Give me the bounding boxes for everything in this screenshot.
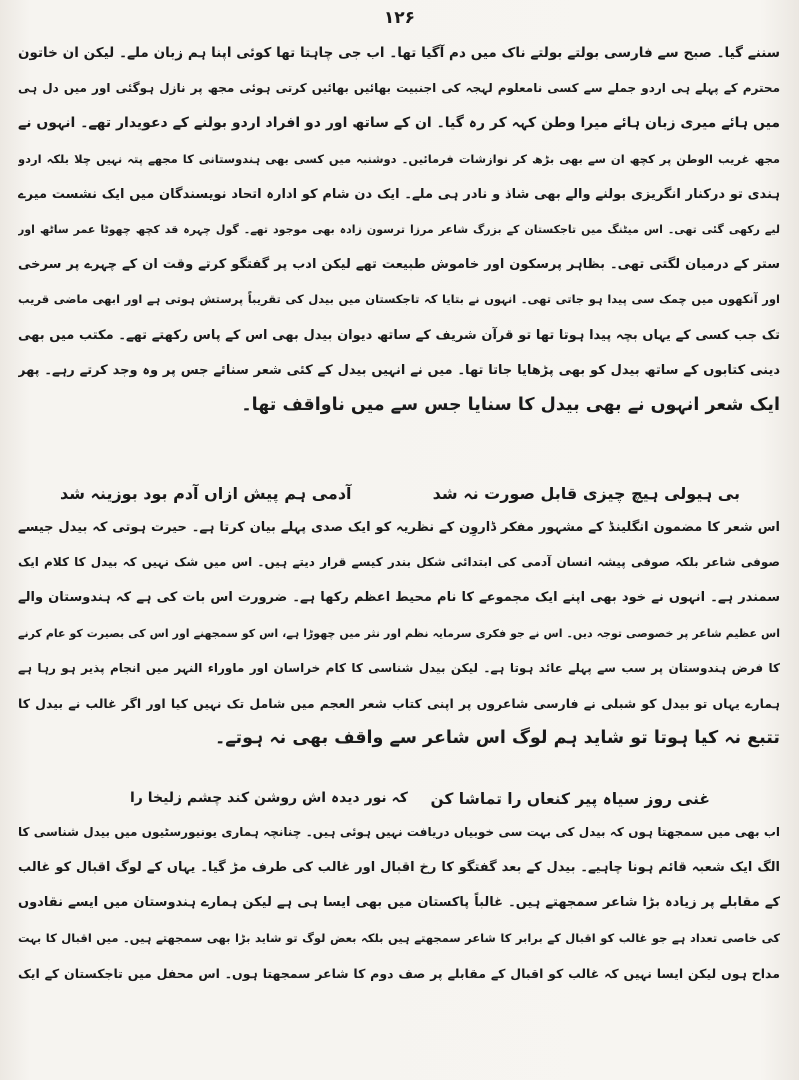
- couplet-second-hemistich: کہ نور دیدہ اش روشن کند چشم زلیخا را: [130, 790, 408, 806]
- paragraph-1: [18, 36, 780, 423]
- text-line: ستر کے درمیان لگتی تھی۔ بظاہر پرسکون اور خاموش طبیعت تھے لیکن ادب پر گفتگو کرتے وقت ان کے چہرے پر سرخی: [18, 257, 780, 273]
- text-line: دینی کتابوں کے ساتھ بیدل کو بھی پڑھایا جاتا تھا۔ میں نے انہیں بیدل کے کئی شعر سنائے جس پر وہ وجد کرتے رہے۔ پھر: [18, 362, 780, 378]
- page-number: ۱۲۶: [383, 8, 416, 28]
- persian-couplet-2: [130, 790, 710, 808]
- paragraph-3: [18, 815, 780, 991]
- text-line: صوفی شاعر بلکہ صوفی پیشہ انسان آدمی کی ابتدائی شکل بندر کیسے قرار دیتے ہیں۔ اس میں شک نہیں کہ بیدل کا کلام ایک: [18, 555, 780, 570]
- persian-couplet-1: [60, 484, 740, 503]
- text-line: محترم کے پہلے ہی اردو جملے سے کسی نامعلوم لہجہ کی اجنبیت بھائیں بھائیں کرتی ہوئی مجھ پر نازل ہوگئی اور میں دل ہی: [18, 81, 780, 96]
- text-line: کی خاصی تعداد ہے جو غالب کو اقبال کے برابر کا شاعر سمجھتے ہیں بلکہ بعض لوگ تو شاید بڑا بھی سمجھتے ہیں۔ میں اقبال کا بہت: [18, 930, 780, 945]
- couplet-first-hemistich: بی ہیولی ہیچ چیزی قابل صورت نہ شد: [432, 484, 740, 503]
- text-line: اس عظیم شاعر پر خصوصی توجہ دیں۔ اس نے جو فکری سرمایہ نظم اور نثر میں چھوڑا ہے، اس کو سمجھنے اور اس کی بصیرت کو عام کرنے: [18, 626, 780, 640]
- text-line: اور آنکھوں میں چمک سی پیدا ہو جاتی تھی۔ انہوں نے بتایا کہ تاجکستان میں بیدل کی تقریباً پرستش ہوتی ہے اور ابھی ماضی قریب: [18, 292, 780, 307]
- text-line: سمندر ہے۔ انہوں نے خود بھی اپنے ایک مجموعے کا نام محیط اعظم رکھا ہے۔ ضرورت اس بات کی ہے کہ ہندوستان والے: [18, 590, 780, 606]
- text-line: اب بھی میں سمجھتا ہوں کہ بیدل کی بہت سی خوبیاں دریافت نہیں ہوئی ہیں۔ چنانچہ ہماری یونیورسٹیوں میں بیدل شناسی کا: [18, 825, 780, 839]
- text-line: اس شعر کا مضمون انگلینڈ کے مشہور مفکر ڈاروِن کے نظریہ کو ایک صدی پہلے بیان کرتا ہے۔ حیرت ہوتی کہ بیدل جیسے: [18, 520, 780, 535]
- text-line: کا فرض ہندوستان پر سب سے پہلے عائد ہوتا ہے۔ لیکن بیدل شناسی کا کام خراسان اور ماوراء النہر میں انجام پذیر ہو رہا ہے: [18, 660, 780, 675]
- text-line: مجھ غریب الوطن پر کچھ ان سے بھی بڑھ کر نوازشات فرمائیں۔ دوشنبہ میں کسی بھی ہندوستانی کا مجھے پتہ نہیں چلا بلکہ اردو: [18, 151, 780, 166]
- text-line: سننے گیا۔ صبح سے فارسی بولتے بولتے ناک میں دم آگیا تھا۔ اب جی چاہتا تھا کوئی اپنا ہم زبان ملے۔ لیکن ان خاتون: [18, 45, 780, 61]
- text-line: میں ہائے میری زبان ہائے میرا وطن کہہ کر رہ گیا۔ ان کے ساتھ اور دو افراد اردو بولنے کے دعویدار تھے۔ انہوں نے: [18, 115, 780, 132]
- text-line: تک جب کسی کے یہاں بچہ پیدا ہوتا تھا تو قرآن شریف کے ساتھ دیوان بیدل بھی اس کے پاس رکھتے تھے۔ مکتب میں بھی: [18, 327, 780, 343]
- text-line: کے مقابلے پر زیادہ بڑا شاعر سمجھتے ہیں۔ غالباً پاکستان میں بھی ایسا ہی ہے لیکن ہمارے ہندوستان میں ایسے نقادوں: [18, 895, 780, 911]
- text-line: ہندی تو درکنار انگریزی بولنے والے بھی شاذ و نادر ہی ملے۔ ایک دن شام کو ادارہ اتحاد نویسندگان میں ایک نشست میرے: [18, 186, 780, 202]
- text-line: لیے رکھی گئی تھی۔ اس میٹنگ میں تاجکستان کے بزرگ شاعر مرزا ترسون زادہ بھی موجود تھے۔ گول چہرہ قد کچھ چھوٹا عمر ساٹھ اور: [18, 222, 780, 236]
- couplet-first-hemistich: غنی روز سیاہ پیر کنعاں را تماشا کن: [430, 790, 710, 808]
- text-line: ایک شعر انہوں نے بھی بیدل کا سنایا جس سے میں ناواقف تھا۔: [241, 394, 780, 415]
- paragraph-2: [18, 510, 780, 756]
- text-line: ہمارے یہاں تو بیدل کو شبلی نے فارسی شاعروں پر اپنی کتاب شعر العجم میں شامل تک نہیں کیا اور اگر غالب نے بیدل کا: [18, 695, 780, 711]
- text-line: تتبع نہ کیا ہوتا تو شاید ہم لوگ اس شاعر سے واقف بھی نہ ہوتے۔: [215, 728, 780, 749]
- couplet-second-hemistich: آدمی ہم پیش ازاں آدم بود بوزینہ شد: [60, 484, 352, 503]
- text-line: الگ ایک شعبہ قائم ہونا چاہیے۔ بیدل کے بعد گفتگو کا رخ اقبال اور غالب کی طرف مڑ گیا۔ یہاں کے لوگ اقبال کو غالب: [18, 860, 780, 876]
- text-line: مداح ہوں لیکن ایسا نہیں کہ غالب کو اقبال کے مقابلے پر صف دوم کا شاعر سمجھتا ہوں۔ اس محفل میں تاجکستان کے ایک: [18, 965, 780, 981]
